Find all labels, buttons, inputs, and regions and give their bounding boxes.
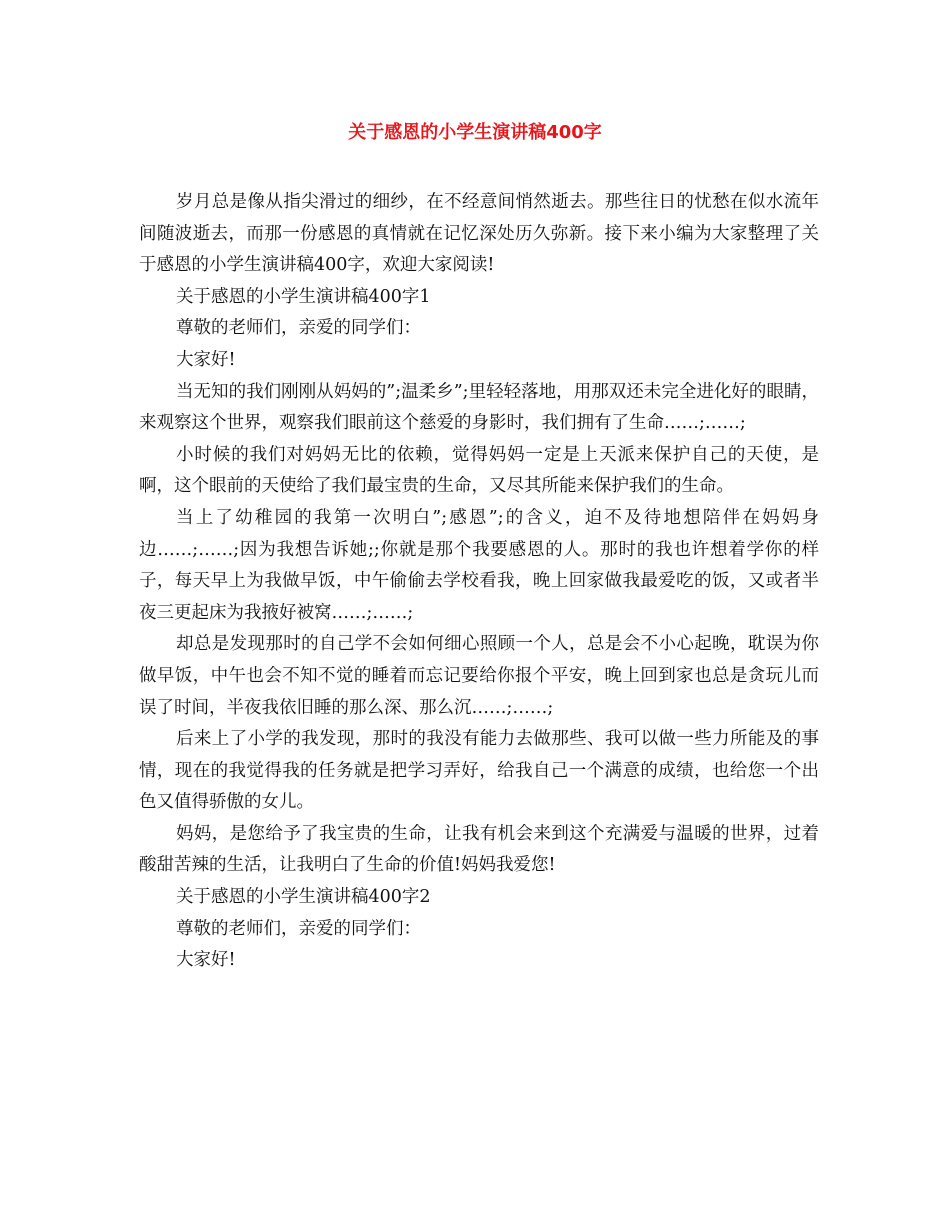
- section-heading-1: 关于感恩的小学生演讲稿400字1: [176, 286, 431, 307]
- paragraph: 当上了幼稚园的我第一次明白”;感恩”;的含义，迫不及待地想陪伴在妈妈身边……;……;因为我想告诉她;;你就是那个我要感恩的人。那时的我也许想着学你的样子，每天早上为我做早饭，中午偷偷去学校看我，晚上回家做我最爱吃的饭，又或者半夜三更起床为我掖好被窝……;……;: [139, 507, 819, 623]
- section-heading-2: 关于感恩的小学生演讲稿400字2: [176, 887, 431, 908]
- paragraph: 后来上了小学的我发现，那时的我没有能力去做那些、我可以做一些力所能及的事情，现在的我觉得我的任务就是把学习弄好，给我自己一个满意的成绩，也给您一个出色又值得骄傲的女儿。: [139, 729, 819, 813]
- paragraph-intro: 岁月总是像从指尖滑过的细纱，在不经意间悄然逝去。那些往日的忧愁在似水流年间随波逝去，而那一份感恩的真情就在记忆深处历久弥新。接下来小编为大家整理了关于感恩的小学生演讲稿400字，欢迎大家阅读!: [139, 192, 819, 276]
- paragraph: 小时候的我们对妈妈无比的依赖，觉得妈妈一定是上天派来保护自己的天使，是啊，这个眼前的天使给了我们最宝贵的生命，又尽其所能来保护我们的生命。: [139, 444, 819, 497]
- salutation: 尊敬的老师们，亲爱的同学们：: [176, 918, 421, 939]
- paragraph: 妈妈，是您给予了我宝贵的生命，让我有机会来到这个充满爱与温暖的世界，过着酸甜苦辣的生活，让我明白了生命的价值!妈妈我爱您!: [139, 823, 819, 876]
- greeting: 大家好!: [176, 349, 236, 370]
- greeting: 大家好!: [176, 950, 236, 971]
- paragraph: 却总是发现那时的自己学不会如何细心照顾一个人，总是会不小心起晚，耽误为你做早饭，中午也会不知不觉的睡着而忘记要给你报个平安，晚上回到家也总是贪玩儿而误了时间，半夜我依旧睡的那么深、那么沉……;……;: [139, 634, 819, 718]
- document-title: 关于感恩的小学生演讲稿400字: [348, 122, 602, 143]
- salutation: 尊敬的老师们，亲爱的同学们：: [176, 318, 421, 339]
- paragraph: 当无知的我们刚刚从妈妈的”;温柔乡”;里轻轻落地，用那双还未完全进化好的眼睛，来观察这个世界，观察我们眼前这个慈爱的身影时，我们拥有了生命……;……;: [139, 381, 819, 434]
- document-body: [139, 187, 819, 977]
